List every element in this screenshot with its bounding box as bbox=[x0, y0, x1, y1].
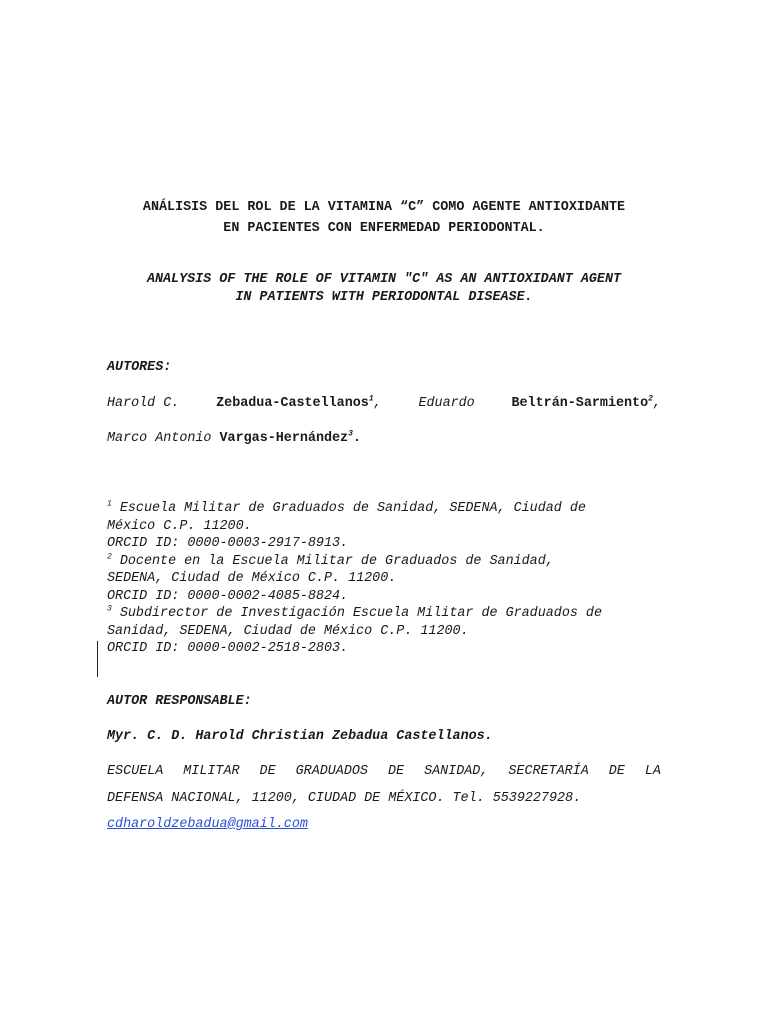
address-word: SANIDAD, bbox=[424, 764, 489, 779]
affiliation-1-text: Escuela Militar de Graduados de Sanidad, SEDENA, Ciudad de bbox=[119, 501, 586, 516]
address-word: MILITAR bbox=[183, 764, 240, 779]
author-2-given: Eduardo bbox=[418, 396, 475, 411]
text-cursor bbox=[97, 641, 98, 677]
author-2-surname: Beltrán-Sarmiento bbox=[511, 396, 649, 411]
authors-label: AUTORES: bbox=[107, 360, 172, 375]
title-spanish bbox=[100, 197, 668, 239]
address-word: SECRETARÍA bbox=[508, 764, 589, 779]
address-word: GRADUADOS bbox=[295, 764, 368, 779]
affiliation-3-line-1 bbox=[107, 605, 661, 623]
author-1-surname: Zebadua-Castellanos bbox=[216, 396, 369, 411]
responsible-author-label: AUTOR RESPONSABLE: bbox=[107, 694, 252, 709]
affiliation-1-line-1 bbox=[107, 500, 661, 518]
title-spanish-line-1: ANÁLISIS DEL ROL DE LA VITAMINA “C” COMO AGENTE ANTIOXIDANTE bbox=[142, 200, 626, 215]
email-link[interactable]: cdharoldzebadua@gmail.com bbox=[107, 817, 308, 832]
authors-line-1 bbox=[107, 395, 661, 413]
author-1-given: Harold C. bbox=[107, 396, 180, 411]
affiliation-3-ref: 3 bbox=[107, 604, 112, 614]
affiliation-2-line-1 bbox=[107, 553, 661, 571]
affiliation-1-ref: 1 bbox=[107, 499, 112, 509]
affiliation-2-orcid: ORCID ID: 0000-0002-4085-8824. bbox=[107, 588, 349, 604]
author-1-ref: 1 bbox=[368, 394, 374, 404]
address-word: ESCUELA bbox=[107, 764, 164, 779]
affiliation-3-orcid: ORCID ID: 0000-0002-2518-2803. bbox=[107, 641, 349, 656]
affiliation-2-ref: 2 bbox=[107, 552, 112, 562]
responsible-author-name: Myr. C. D. Harold Christian Zebadua Castellanos. bbox=[107, 729, 493, 744]
author-3-surname: Vargas-Hernández bbox=[219, 431, 349, 446]
author-2-ref: 2 bbox=[648, 394, 653, 404]
title-english-line-1: ANALYSIS OF THE ROLE OF VITAMIN "C" AS AN ANTIOXIDANT AGENT bbox=[146, 272, 622, 287]
address-word: DE bbox=[259, 764, 276, 779]
affiliation-2-text: Docente en la Escuela Militar de Graduados de Sanidad, bbox=[119, 553, 554, 569]
title-english-line-2: IN PATIENTS WITH PERIODONTAL DISEASE. bbox=[235, 290, 533, 305]
title-spanish-line-2: EN PACIENTES CON ENFERMEDAD PERIODONTAL. bbox=[223, 221, 545, 236]
author-3-given: Marco Antonio bbox=[107, 431, 212, 446]
affiliations bbox=[107, 500, 661, 658]
affiliation-2-line-2: SEDENA, Ciudad de México C.P. 11200. bbox=[107, 571, 397, 586]
affiliation-1-orcid: ORCID ID: 0000-0003-2917-8913. bbox=[107, 536, 349, 551]
address-word: LA bbox=[644, 764, 661, 779]
title-english bbox=[100, 271, 668, 307]
affiliation-1-line-2: México C.P. 11200. bbox=[107, 518, 252, 534]
author-1: Zebadua-Castellanos$^1$, bbox=[216, 394, 382, 411]
address-line-1 bbox=[107, 764, 661, 779]
author-3-ref: 3 bbox=[348, 429, 353, 439]
address-line-2: DEFENSA NACIONAL, 11200, CIUDAD DE MÉXICO. Tel. 5539227928. bbox=[107, 791, 582, 806]
address-word: DE bbox=[387, 764, 405, 779]
author-2: Beltrán-Sarmiento$^2$, bbox=[511, 394, 661, 411]
affiliation-3-text: Subdirector de Investigación Escuela Militar de Graduados de bbox=[119, 606, 603, 621]
authors-line-2: Marco Antonio Vargas-Hernández$^3$. bbox=[107, 429, 361, 446]
affiliation-3-line-2: Sanidad, SEDENA, Ciudad de México C.P. 11200. bbox=[107, 623, 469, 639]
address-word: DE bbox=[608, 764, 625, 779]
